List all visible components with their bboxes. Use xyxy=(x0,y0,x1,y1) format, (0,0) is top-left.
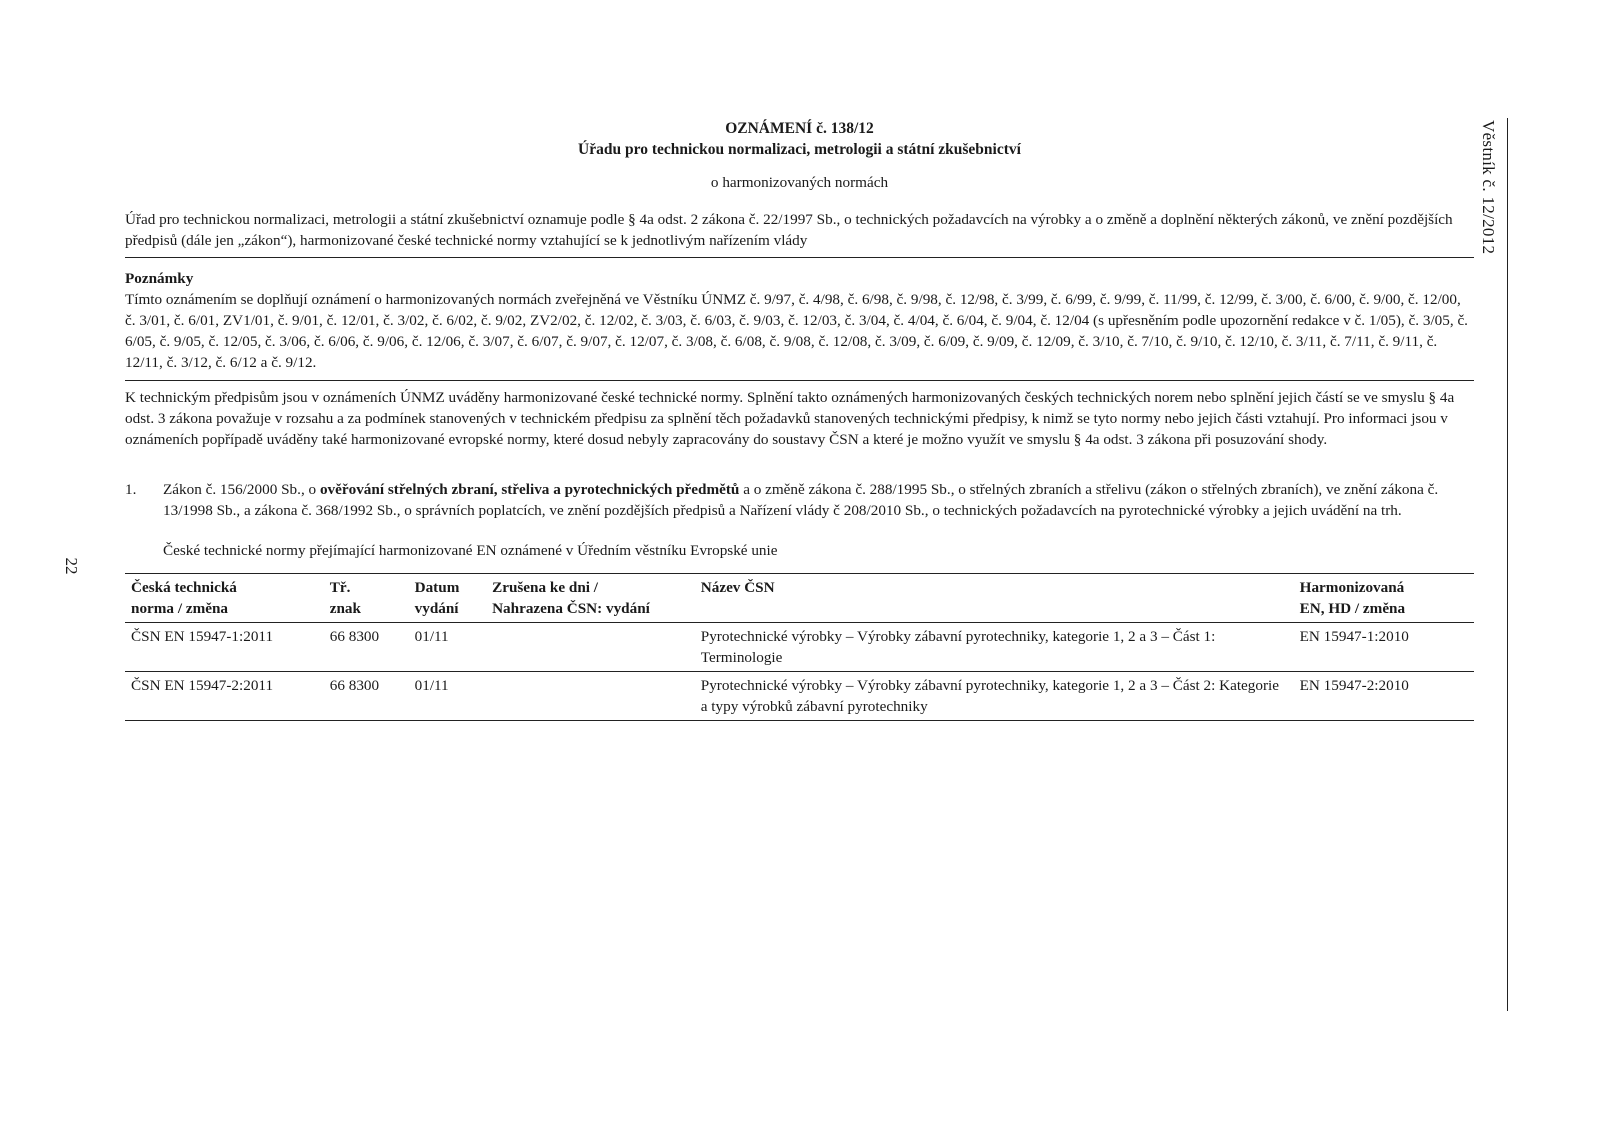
item-text-after: a o změně zákona č. 288/1995 Sb., o střelných zbraních a střelivu (zákon o střelných zbraních), ve znění zákona č. 13/1998 Sb., a zákona č. 368/1992 Sb., o správních poplatcích, ve znění pozdějších předpisů a Nařízení vlády č 208/2010 Sb., o technických požadavcích na pyrotechnické výrobky a jejich uvádění na trh. xyxy=(163,481,1439,519)
table-row xyxy=(125,623,1474,672)
title-line-2: Úřadu pro technickou normalizaci, metrologii a státní zkušebnictví xyxy=(578,141,1021,158)
col-header-class: Tř. znak xyxy=(324,574,409,623)
cell-harmonized: EN 15947-2:2010 xyxy=(1294,672,1474,721)
list-item-body xyxy=(163,479,1474,561)
running-header: Věstník č. 12/2012 xyxy=(1479,120,1498,255)
cell-cancelled xyxy=(486,623,695,672)
notes-heading: Poznámky xyxy=(125,270,194,287)
cell-date: 01/11 xyxy=(409,623,486,672)
standards-table xyxy=(125,573,1474,721)
title-line-1: OZNÁMENÍ č. 138/12 xyxy=(725,120,874,137)
cell-norm: ČSN EN 15947-2:2011 xyxy=(125,672,324,721)
intro-paragraph: Úřad pro technickou normalizaci, metrologii a státní zkušebnictví oznamuje podle § 4a odst. 2 zákona č. 22/1997 Sb., o technických požadavcích na výrobky a o změně a doplnění některých zákonů, ve znění pozdějších předpisů (dále jen „zákon“), harmonizované české technické normy vztahující se k jednotlivým nařízením vlády xyxy=(125,211,1453,249)
list-item-text xyxy=(163,479,1474,521)
info-paragraph: K technickým předpisům jsou v oznámeních ÚNMZ uváděny harmonizované české technické normy. Splnění takto oznámených harmonizovaných českých technických norem nebo splnění jejich částí se ve smyslu § 4a odst. 3 zákona považuje v rozsahu a za podmínek stanovených v technickém předpisu za splnění těch požadavků stanovených technickými předpisy, k nimž se tyto normy nebo jejich části vztahují. Pro informaci jsou v oznámeních popřípadě uváděny také harmonizované evropské normy, které dosud nebyly zapracovány do soustavy ČSN a které je možno využít ve smyslu § 4a odst. 3 zákona při posuzování shody. xyxy=(125,389,1455,448)
document-subtitle: o harmonizovaných normách xyxy=(710,174,889,191)
table-row xyxy=(125,672,1474,721)
table-header-row xyxy=(125,574,1474,623)
notes-paragraph: Tímto oznámením se doplňují oznámení o harmonizovaných normách zveřejněná ve Věstníku ÚNMZ č. 9/97, č. 4/98, č. 6/98, č. 9/98, č. 12/98, č. 3/99, č. 6/99, č. 9/99, č. 11/99, č. 12/99, č. 3/00, č. 6/00, č. 9/00, č. 12/00, č. 3/01, č. 6/01, ZV1/01, č. 9/01, č. 12/01, č. 3/02, č. 6/02, č. 9/02, ZV2/02, č. 12/02, č. 3/03, č. 6/03, č. 9/03, č. 12/03, č. 3/04, č. 4/04, č. 6/04, č. 9/04, č. 12/04 (s upřesněním podle upozornění redakce v č. 1/05), č. 3/05, č. 6/05, č. 9/05, č. 12/05, č. 3/06, č. 6/06, č. 9/06, č. 12/06, č. 3/07, č. 6/07, č. 9/07, č. 12/07, č. 3/08, č. 6/08, č. 9/08, č. 12/08, č. 3/09, č. 6/09, č. 9/09, č. 12/09, č. 3/10, č. 7/10, č. 9/10, č. 12/10, č. 3/11, č. 7/11, č. 9/11, č. 12/11, č. 3/12, č. 6/12 a č. 9/12. xyxy=(125,291,1468,371)
list-item-number: 1. xyxy=(125,481,137,498)
cell-name: Pyrotechnické výrobky – Výrobky zábavní pyrotechniky, kategorie 1, 2 a 3 – Část 2: Kategorie a typy výrobků zábavní pyrotechniky xyxy=(695,672,1294,721)
page-number: 22 xyxy=(62,557,81,575)
cell-class: 66 8300 xyxy=(324,623,409,672)
cell-class: 66 8300 xyxy=(324,672,409,721)
cell-harmonized: EN 15947-1:2010 xyxy=(1294,623,1474,672)
divider xyxy=(125,380,1474,381)
document-body xyxy=(125,118,1474,721)
item-text-before: Zákon č. 156/2000 Sb., o xyxy=(163,481,320,498)
document-title xyxy=(125,118,1474,160)
item-text-bold: ověřování střelných zbraní, střeliva a pyrotechnických předmětů xyxy=(319,481,740,498)
col-header-date: Datum vydání xyxy=(409,574,486,623)
list-item xyxy=(125,479,1474,561)
divider xyxy=(125,257,1474,258)
cell-cancelled xyxy=(486,672,695,721)
cell-norm: ČSN EN 15947-1:2011 xyxy=(125,623,324,672)
col-header-cancelled: Zrušena ke dni / Nahrazena ČSN: vydání xyxy=(486,574,695,623)
col-header-norm: Česká technická norma / změna xyxy=(125,574,324,623)
cell-date: 01/11 xyxy=(409,672,486,721)
col-header-name: Název ČSN xyxy=(695,574,1294,623)
col-header-harmonized: Harmonizovaná EN, HD / změna xyxy=(1294,574,1474,623)
cell-name: Pyrotechnické výrobky – Výrobky zábavní pyrotechniky, kategorie 1, 2 a 3 – Část 1: Terminologie xyxy=(695,623,1294,672)
list-item-subtext: České technické normy přejímající harmonizované EN oznámené v Úředním věstníku Evropské unie xyxy=(163,542,778,559)
side-rule xyxy=(1507,118,1508,1011)
